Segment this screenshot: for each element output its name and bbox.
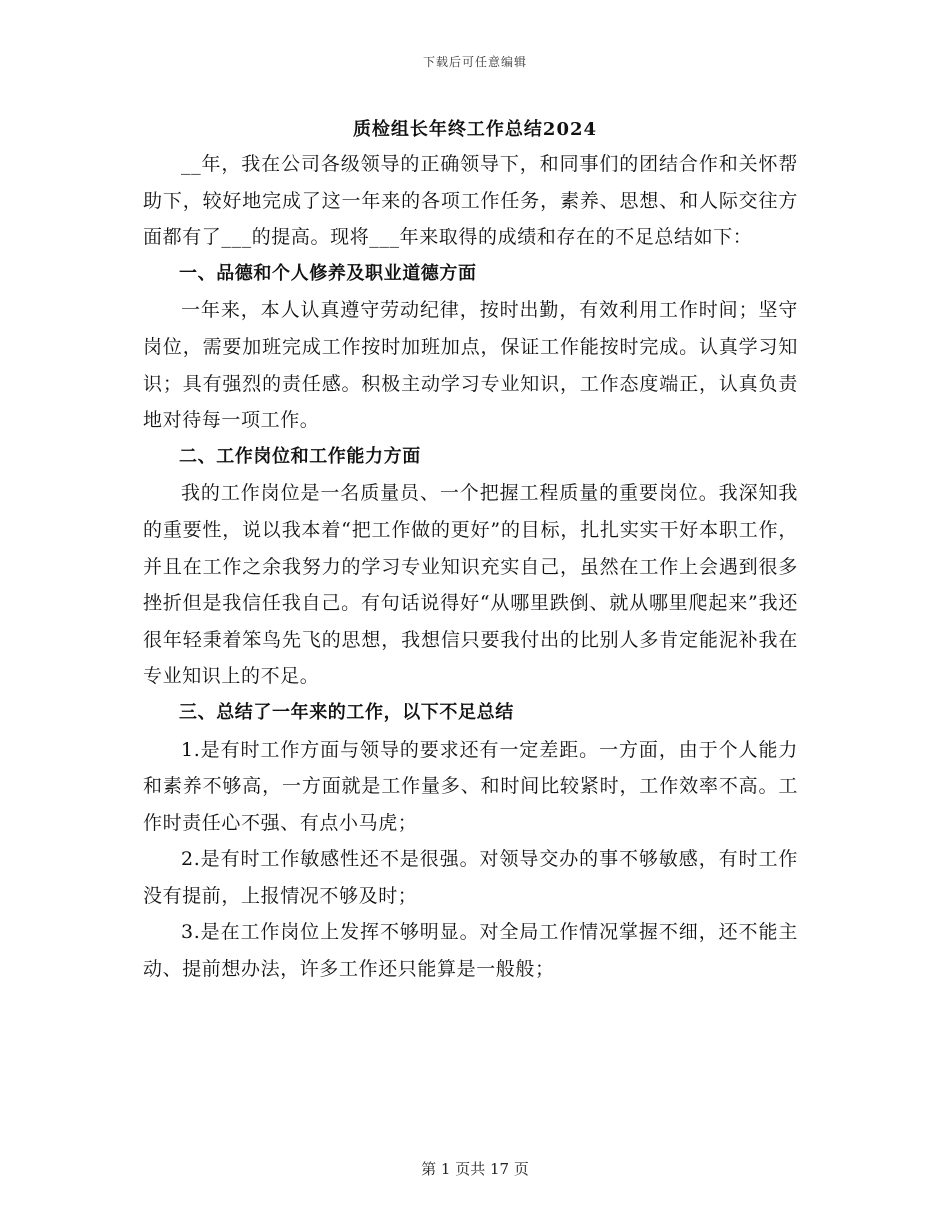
list-item-2: 2.是有时工作敏感性还不是很强。对领导交办的事不够敏感，有时工作没有提前，上报情况不够及时； <box>143 848 798 907</box>
section-2-paragraph: 我的工作岗位是一名质量员、一个把握工程质量的重要岗位。我深知我的重要性，说以我本着“把工作做的更好”的目标，扎扎实实干好本职工作，并且在工作之余我努力的学习专业知识充实自己，虽然在工作上会遇到很多挫折但是我信任我自己。有句话说得好“从哪里跌倒、就从哪里爬起来”我还很年轻秉着笨鸟先飞的思想，我想信只要我付出的比别人多肯定能泥补我在专业知识上的不足。 <box>143 482 798 688</box>
section-heading-1: 一、品德和个人修养及职业道德方面 <box>179 262 477 284</box>
list-item-1: 1.是有时工作方面与领导的要求还有一定差距。一方面，由于个人能力和素养不够高，一方面就是工作量多、和时间比较紧时，工作效率不高。工作时责任心不强、有点小马虎； <box>143 738 798 834</box>
section-1-paragraph: 一年来，本人认真遵守劳动纪律，按时出勤，有效利用工作时间；坚守岗位，需要加班完成工作按时加班加点，保证工作能按时完成。认真学习知识；具有强烈的责任感。积极主动学习专业知识，工作态度端正，认真负责地对待每一项工作。 <box>143 299 798 432</box>
document-body <box>143 146 798 988</box>
header-note: 下载后可任意编辑 <box>422 55 527 69</box>
section-heading-2: 二、工作岗位和工作能力方面 <box>179 445 421 467</box>
list-item-3: 3.是在工作岗位上发挥不够明显。对全局工作情况掌握不细，还不能主动、提前想办法，许多工作还只能算是一般般； <box>143 921 798 981</box>
document-title: 质检组长年终工作总结2024 <box>352 119 598 140</box>
section-heading-3: 三、总结了一年来的工作，以下不足总结 <box>179 701 514 723</box>
intro-paragraph: __年，我在公司各级领导的正确领导下，和同事们的团结合作和关怀帮助下，较好地完成了这一年来的各项工作任务，素养、思想、和人际交往方面都有了___的提高。现将___年来取得的成绩和存在的不足总结如下： <box>143 153 798 249</box>
page-number-footer: 第 1 页共 17 页 <box>421 1160 529 1178</box>
